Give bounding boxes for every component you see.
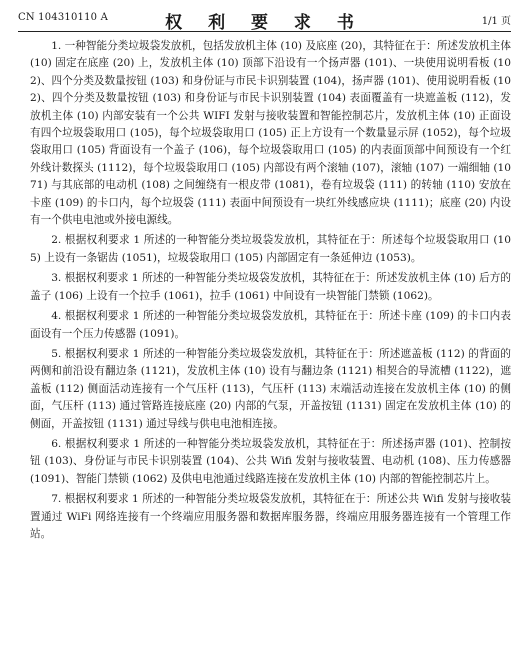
claim-1: 1. 一种智能分类垃圾袋发放机，包括发放机主体 (10) 及底座 (20)，其特征在于：所述发放机主体 (10) 固定在底座 (20) 上，发放机主体 (10) 顶部下沿设有一个扬声器 (101)、一块使用说明看板 (102)、四个分类及数量按钮 (103) 和身份证与市民卡识别装置 (104)，扬声器 (101)、使用说明看板 (102)、四个分类及数量按钮 (103) 和身份证与市民卡识别装置 (104) 表面覆盖有一块遮盖板 (112)，发放机主体 (10) 内部安装有一个公共 WIFI 发射与接收装置和智能控制芯片，发放机主体 (10) 正面设有四个垃圾袋取用口 (105)，每个垃圾袋取用口 (105) 正上方设有一个数量显示屏 (1052)，每个垃圾袋取用口 (105) 背面设有一个盖子 (106)，每个垃圾袋取用口 (105) 的内表面顶部中间预设有一个红外线计数探头 (1112)，每个垃圾袋取用口 (105) 内部设有两个滚轴 (107)，滚轴 (107) 一端细轴 (1071) 与其底部的电动机 (108) 之间缠绕有一根皮带 (1081)，卷有垃圾袋 (111) 的转轴 (110) 安放在卡座 (109) 的卡口内，每个垃圾袋 (111) 表面中间预设有一块红外线感应块 (1111)；底座 (20) 内设有一个供电电池或外接电源线。 bbox=[30, 40, 511, 227]
claim-4: 4. 根据权利要求 1 所述的一种智能分类垃圾袋发放机，其特征在于：所述卡座 (109) 的卡口内表面设有一个压力传感器 (1091)。 bbox=[30, 310, 511, 340]
claim-5: 5. 根据权利要求 1 所述的一种智能分类垃圾袋发放机，其特征在于：所述遮盖板 (112) 的背面的两侧和前沿设有翻边条 (1121)，发放机主体 (10) 设有与翻边条 (1121) 相契合的导流槽 (1122)，遮盖板 (112) 侧面活动连接有一个气压杆 (113)，气压杆 (113) 末端活动连接在发放机主体 (10) 的侧面，气压杆 (113) 通过管路连接底座 (20) 内部的气泵，开盖按钮 (1131) 固定在发放机主体 (10) 的侧面，开盖按钮 (1131) 通过导线与供电电池相连接。 bbox=[30, 347, 511, 430]
page-number: 1/1 页 bbox=[481, 16, 511, 27]
header-divider bbox=[18, 31, 511, 32]
publication-number: CN 104310110 A bbox=[18, 12, 109, 23]
document-title: 权 利 要 求 书 bbox=[165, 13, 364, 33]
claim-2: 2. 根据权利要求 1 所述的一种智能分类垃圾袋发放机，其特征在于：所述每个垃圾袋取用口 (105) 上设有一条锯齿 (1051)，垃圾袋取用口 (105) 内部固定有一条延伸边 (1053)。 bbox=[30, 234, 511, 264]
claim-3: 3. 根据权利要求 1 所述的一种智能分类垃圾袋发放机，其特征在于：所述发放机主体 (10) 后方的盖子 (106) 上设有一个拉手 (1061)，拉手 (1061) 中间设有一块智能门禁锁 (1062)。 bbox=[30, 272, 511, 302]
claims-body bbox=[30, 38, 511, 546]
page-header bbox=[18, 8, 511, 33]
claim-7: 7. 根据权利要求 1 所述的一种智能分类垃圾袋发放机，其特征在于：所述公共 Wifi 发射与接收装置通过 WiFi 网络连接有一个终端应用服务器和数据库服务器，终端应用服务器连接有一个管理工作站。 bbox=[30, 493, 511, 540]
claim-6: 6. 根据权利要求 1 所述的一种智能分类垃圾袋发放机，其特征在于：所述扬声器 (101)、控制按钮 (103)、身份证与市民卡识别装置 (104)、公共 Wifi 发射与接收装置、电动机 (108)、压力传感器 (1091)、智能门禁锁 (1062) 及供电电池通过线路连接在发放机主体 (10) 内部的智能控制芯片上。 bbox=[30, 437, 511, 485]
